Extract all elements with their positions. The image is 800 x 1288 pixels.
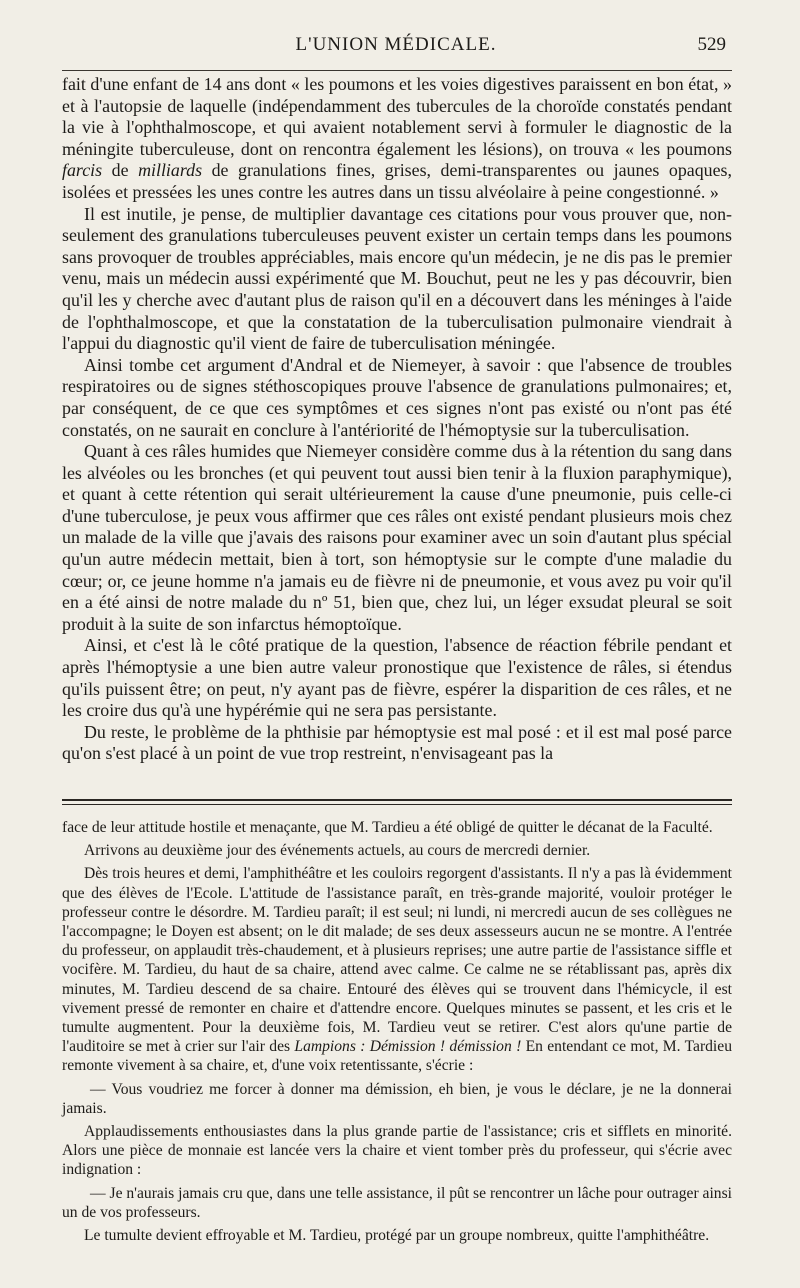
feuilleton-paragraph-2: Arrivons au deuxième jour des événements actuels, au cours de mercredi dernier. <box>84 842 591 860</box>
paragraph-1 <box>62 74 732 204</box>
header-rule <box>62 70 732 71</box>
separator-rule-thick <box>62 799 732 801</box>
feuilleton-separator <box>62 799 732 805</box>
paragraph-1-mid: de <box>102 160 139 181</box>
paragraph-2: Il est inutile, je pense, de multiplier davantage ces citations pour vous prouver que, non-seulement des granulations tuberculeuses peuvent exister un certain temps dans les poumons sans provoquer de troubles appréciables, mais encore qu'un médecin, je ne dis pas le premier venu, mais un médecin aussi expérimenté que M. Bouchut, peut ne les y pas découvrir, bien qu'il les y cherche avec d'autant plus de raison qu'il en a découvert dans les méninges à l'aide de l'ophthalmoscope, et que la constatation de la tuberculisation pulmonaire viendrait à l'appui du diagnostic qu'il vient de faire de tuberculisation méningée. <box>62 203 732 354</box>
page-header <box>60 30 732 60</box>
emphasis-milliards: milliards <box>138 160 203 181</box>
emphasis-lampions: Lampions : Démission ! démission ! <box>294 1038 522 1056</box>
feuilleton-paragraph-3-text: Dès trois heures et demi, l'amphithéâtre et les couloirs regorgent d'assistants. Il n'y a pas là évidemment que des élèves de l'Ecole. L'attitude de l'assistance paraît, en très-grande majorité, vouloir protéger le professeur contre le désordre. M. Tardieu paraît; il est seul; ni lundi, ni mercredi aucun de ses collègues ne l'accompagne; le Doyen est absent; on le dit malade; de ses deux assesseurs aucun ne se montre. A l'entrée du professeur, on applaudit très-chaudement, et à plusieurs reprises; une autre partie de l'assistance siffle et vocifère. M. Tardieu, du haut de sa chaire, attend avec calme. Ce calme ne se rétablissant pas, après dix minutes, M. Tardieu descend de sa chaire. Entouré des élèves qui se trouvent dans l'hémicycle, il est vivement pressé de remonter en chaire et d'attendre encore. Quelques minutes se passent, et les cris et le tumulte augmentent. Pour la deuxième fois, M. Tardieu veut se retirer. C'est alors qu'une partie de l'auditoire se met à crier sur l'air des <box>62 865 732 1056</box>
emphasis-farcis: farcis <box>62 160 103 181</box>
page-number: 529 <box>697 34 726 55</box>
paragraph-1-text: fait d'une enfant de 14 ans dont « les poumons et les voies digestives paraissent en bon état, » et à l'autopsie de laquelle (indépendamment des tubercules de la choroïde constatés pendant la vie à l'ophthalmoscope, et qui avaient notablement servi à formuler le diagnostic de la méningite tuberculeuse, dont on rencontra également les lésions), on trouva « les poumons <box>62 74 732 159</box>
paragraph-6: Du reste, le problème de la phthisie par hémoptysie est mal posé : et il est mal posé parce qu'on s'est placé à un point de vue trop restreint, n'envisageant pas la <box>62 721 732 764</box>
feuilleton-text <box>62 818 732 1245</box>
paragraph-1-end: de granulations fines, grises, demi-transparentes ou jaunes opaques, isolées et pressées les unes contre les autres dans un tissu alvéolaire à peine congestionné. » <box>62 160 732 202</box>
separator-rule-thin <box>62 804 732 805</box>
main-article-text <box>62 74 732 765</box>
paragraph-4: Quant à ces râles humides que Niemeyer considère comme dus à la rétention du sang dans les alvéoles ou les bronches (et qui peuvent tout aussi bien tenir à la fluxion paraphymique), et quant à cette rétention qui serait ultérieurement la cause d'une pneumonie, puis celle-ci d'une tuberculose, je peux vous affirmer que ces râles ont existé pendant plusieurs mois chez un malade de la ville que j'avais des raisons pour examiner avec un soin d'autant plus spécial qu'un autre médecin mettait, bien à tort, son hémoptysie sur le compte d'une maladie du cœur; or, ce jeune homme n'a jamais eu de fièvre ni de pneumonie, et vous avez pu voir qu'il en a été ainsi de notre malade du nº 51, bien que, chez lui, un léger exsudat pleural se soit produit à la suite de son infarctus hémoptoïque. <box>62 441 732 634</box>
running-title: L'UNION MÉDICALE. <box>295 34 497 55</box>
feuilleton-paragraph-3 <box>62 864 732 1075</box>
paragraph-5: Ainsi, et c'est là le côté pratique de la question, l'absence de réaction fébrile pendant et après l'hémoptysie a une bien autre valeur pronostique que l'existence de râles, si étendus qu'ils puissent être; on peut, n'y ayant pas de fièvre, espérer la disparition de ces râles, et ne les croire dus qu'à une hypérémie qui ne sera pas persistante. <box>62 635 732 721</box>
feuilleton-paragraph-3-end: En entendant ce mot, M. Tardieu remonte vivement à sa chaire, et, d'une voix retentissante, s'écrie : <box>62 1038 732 1075</box>
paragraph-3: Ainsi tombe cet argument d'Andral et de Niemeyer, à savoir : que l'absence de troubles respiratoires ou de signes stéthoscopiques prouve l'absence de granulations pulmonaires; et, par conséquent, de ce que ces symptômes et ces signes n'ont pas existé ou n'ont pas été constatés, on ne saurait en conclure à l'antériorité de l'hémoptysie sur la tuberculisation. <box>62 354 732 440</box>
feuilleton-quote-2: — Je n'aurais jamais cru que, dans une telle assistance, il pût se rencontrer un lâche pour outrager ainsi un de vos professeurs. <box>62 1184 732 1221</box>
feuilleton-quote-1: — Vous voudriez me forcer à donner ma démission, eh bien, je vous le déclare, je ne la donnerai jamais. <box>62 1080 732 1117</box>
feuilleton-paragraph-1: face de leur attitude hostile et menaçante, que M. Tardieu a été obligé de quitter le décanat de la Faculté. <box>62 819 713 836</box>
feuilleton-paragraph-5: Applaudissements enthousiastes dans la plus grande partie de l'assistance; cris et sifflets en minorité. Alors une pièce de monnaie est lancée vers la chaire et vient tomber près du professeur, qui s'écrie avec indignation : <box>62 1123 732 1179</box>
feuilleton-paragraph-7: Le tumulte devient effroyable et M. Tardieu, protégé par un groupe nombreux, quitte l'amphithéâtre. <box>84 1227 710 1245</box>
